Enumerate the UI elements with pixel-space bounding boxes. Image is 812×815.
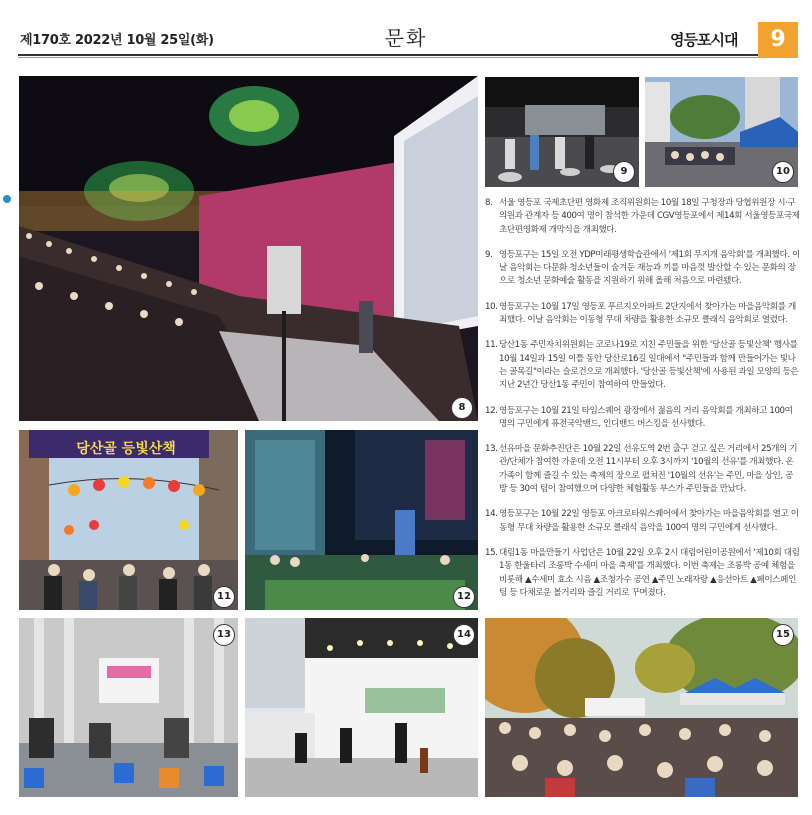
header-rule-thin — [18, 57, 758, 58]
photo-15-badge: 15 — [772, 624, 794, 646]
photo-10-badge: 10 — [772, 161, 794, 183]
photo-14-badge: 14 — [453, 624, 475, 646]
photo-11-banner: 당산골 등빛산책 — [76, 441, 176, 457]
article-item-13 — [485, 443, 800, 496]
article-item-14 — [485, 508, 800, 535]
article-item-12 — [485, 405, 800, 432]
photo-9-badge: 9 — [613, 161, 635, 183]
page-number: 9 — [758, 22, 798, 58]
article-number: 12. — [485, 405, 498, 416]
header-rule — [18, 54, 758, 56]
photo-13 — [19, 618, 238, 797]
article-number: 10. — [485, 301, 498, 312]
article-text: 영등포구는 10월 22일 영등포 아크로타워스퀘어에서 찾아가는 마을음악회를 열고 이동형 무대 차량을 활용한 소규모 클래식 음악을 100여 명의 구민에게 선사했다. — [499, 509, 799, 533]
photo-9 — [485, 77, 639, 187]
photo-8 — [19, 76, 478, 421]
photo-11-badge: 11 — [213, 586, 235, 608]
article-text: 당산1동 주민자치위원회는 코로나19로 지친 주민들을 위한 '당산골 등빛산책' 행사를 10월 14일과 15일 이틀 동안 당산로16길 일대에서 "주민들과 함께 만들어가는 빛나는 골목길"이라는 슬로건으로 개최했다. '당산골 등빛산책'에 사용된 과일 모양의 등은 지난 2년간 당산1동 주민이 참여하여 만들었다. — [499, 340, 799, 391]
article-number: 14. — [485, 509, 498, 520]
article-item-8 — [485, 197, 800, 237]
article-item-10 — [485, 301, 800, 328]
page-header — [0, 0, 812, 62]
photo-10 — [645, 77, 798, 187]
article-number: 13. — [485, 444, 498, 455]
photo-12 — [245, 430, 478, 610]
article-text: 대림1동 마을만들기 사업단은 10월 22일 오후 2시 대림어린이공원에서 '제10회 대림1동 한울타리 조롱박 수세미 마을 축제'를 개최했다. 이번 축제는 조롱박 공예 체험을 비롯해 ▲수세미 효소 시음 ▲조청가수 공연 ▲주민 노래자랑 ▲응선아트 ▲페이스페인팅 등 다채로운 볼거리와 즐길 거리로 꾸며졌다. — [499, 547, 800, 598]
photo-13-badge: 13 — [213, 624, 235, 646]
article-list — [485, 197, 800, 612]
photo-15 — [485, 618, 798, 797]
photo-11 — [19, 430, 238, 610]
article-number: 11. — [485, 340, 498, 351]
article-number: 15. — [485, 547, 498, 558]
article-item-11 — [485, 339, 800, 392]
article-number: 8. — [485, 198, 493, 208]
photo-14 — [245, 618, 478, 797]
issue-date: 제170호 2022년 10월 25일(화) — [20, 33, 214, 48]
article-text: 영등포구는 10월 21일 타임스퀘어 광장에서 젊음의 거리 음악회를 개최하고 100여 명의 구민에게 퓨전국악밴드, 인디밴드 버스킹을 선사했다. — [499, 405, 793, 429]
article-text: 서울 영등포 국제초단편 영화제 조직위원회는 10월 18일 구청장과 당협위원장 시·구의원과 관계자 등 400여 명이 참석한 가운데 CGV영등포에서 제14회 서울영등포국제초단편영화제 개막식을 개최했다. — [499, 198, 800, 235]
photo-8-badge: 8 — [451, 397, 473, 419]
newspaper-logo: 영등포시대 — [670, 31, 738, 49]
article-text: 영등포구는 15일 오전 YDP미래평생학습관에서 '제1회 무지개 음악회'를 개최했다. 이날 음악회는 다문화 청소년들이 숨겨둔 재능과 끼를 마음껏 발산할 수 있는 문화의 장으로 청소년 문화예술 활동을 지원하기 위해 올해 처음으로 마련됐다. — [499, 249, 800, 287]
article-item-9 — [485, 249, 800, 289]
margin-dot — [3, 195, 11, 203]
article-text: 영등포구는 10월 17일 영등포 푸르지오아파트 2단지에서 찾아가는 마을음악회를 개최했다. 이날 음악회는 이동형 무대 차량을 활용한 소규모 클래식 음악회로 열렸다. — [499, 301, 796, 326]
section-title: 문화 — [384, 26, 428, 50]
article-text: 선유마을 문화추진단은 10월 22일 선유도역 2번 출구 걷고 싶은 거리에서 25개의 기관/단체가 참여한 가운데 오전 11시부터 오후 3시까지 '10월의 선유'를 개최했다. 온 가족이 함께 즐길 수 있는 축제의 장으로 펼쳐진 '10월의 선유'는 주민, 마을 상인, 공방 등 30여 팀이 참여했으며 다양한 체험활동 부스가 주민들을 만났다. — [499, 444, 798, 495]
article-item-15 — [485, 547, 800, 600]
article-number: 9. — [485, 249, 493, 260]
photo-12-badge: 12 — [453, 586, 475, 608]
